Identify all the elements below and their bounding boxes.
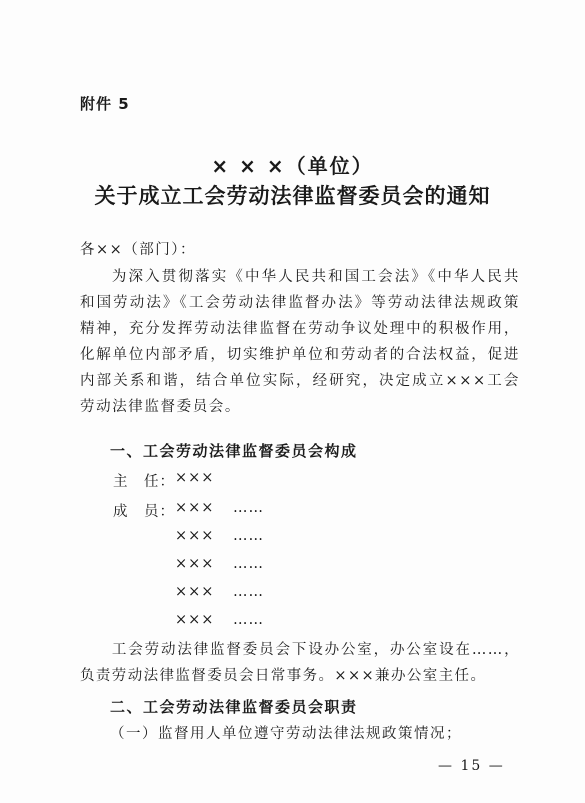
salutation: 各××（部门）： — [80, 242, 197, 258]
section2-heading: 二、工会劳动法律监督委员会职责 — [110, 698, 358, 716]
document-title: 关于成立工会劳动法律监督委员会的通知 — [94, 184, 491, 208]
page-number: — 15 — — [438, 758, 505, 774]
member-name: ××× — [175, 612, 215, 628]
member-dots: …… — [233, 556, 264, 572]
member-dots: …… — [233, 612, 264, 628]
member-role: 主 任： — [113, 474, 175, 490]
office-paragraph: 工会劳动法律监督委员会下设办公室，办公室设在……，负责劳动法律监督委员会日常事务。×××兼办公室主任。 — [80, 642, 520, 684]
member-role: 成 员： — [113, 504, 175, 520]
member-name: ××× — [175, 556, 215, 572]
member-name: ××× — [175, 470, 215, 486]
member-dots: …… — [233, 528, 264, 544]
attachment-label: 附件 5 — [80, 95, 130, 113]
duty-item-1: （一）监督用人单位遵守劳动法律法规政策情况； — [110, 726, 462, 742]
section1-heading: 一、工会劳动法律监督委员会构成 — [110, 442, 358, 460]
intro-paragraph: 为深入贯彻落实《中华人民共和国工会法》《中华人民共和国劳动法》《工会劳动法律监督办法》等劳动法律法规政策精神，充分发挥劳动法律监督在劳动争议处理中的积极作用，化解单位内部矛盾，切实维护单位和劳动者的合法权益，促进内部关系和谐，结合单位实际，经研究，决定成立×××工会劳动法律监督委员会。 — [80, 269, 520, 415]
member-name: ××× — [175, 584, 215, 600]
member-dots: …… — [233, 500, 264, 516]
member-name: ××× — [175, 500, 215, 516]
member-dots: …… — [233, 584, 264, 600]
member-name: ××× — [175, 528, 215, 544]
title-unit: × × ×（单位） — [211, 154, 374, 178]
